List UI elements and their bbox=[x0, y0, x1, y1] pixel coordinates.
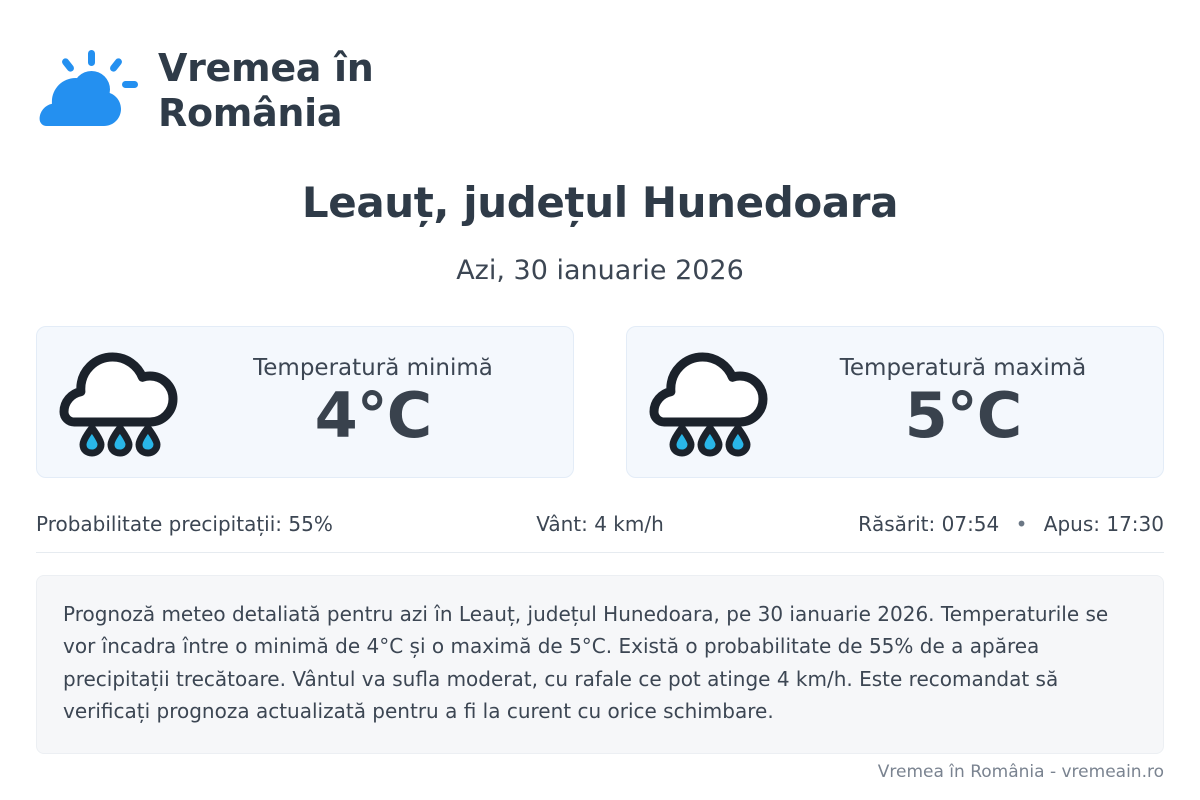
sun-times bbox=[788, 512, 1164, 536]
cloud-with-rain-icon bbox=[649, 344, 775, 460]
weather-stats-row bbox=[36, 512, 1164, 553]
max-temperature-label: Temperatură maximă bbox=[839, 355, 1087, 382]
wind-speed: Vânt: 4 km/h bbox=[536, 511, 664, 536]
precipitation-probability: Probabilitate precipitații: 55% bbox=[36, 511, 333, 536]
sun-behind-cloud-icon bbox=[36, 48, 140, 134]
temperature-cards bbox=[36, 326, 1164, 478]
max-temperature-text bbox=[785, 355, 1141, 453]
min-temperature-label: Temperatură minimă bbox=[253, 355, 493, 382]
forecast-summary: Prognoză meteo detaliată pentru azi în Leauț, județul Hunedoara, pe 30 ianuarie 2026. Temperaturile se vor încadra între o minimă de 4°C și o maximă de 5°C. Există o probabilitate de 55% de a apărea precipitații trecătoare. Vântul va sufla moderat, cu rafale ce pot atinge 4 km/h. Este recomandat să verificați prognoza actualizată pentru a fi la curent cu orice schimbare. bbox=[36, 575, 1164, 755]
min-temperature-value: 4°C bbox=[314, 379, 432, 453]
min-temperature-card bbox=[36, 326, 574, 478]
footer-credit: Vremea în România - vremeain.ro bbox=[877, 762, 1164, 782]
cloud-with-rain-icon bbox=[59, 344, 185, 460]
max-temperature-card bbox=[626, 326, 1164, 478]
max-temperature-value: 5°C bbox=[904, 379, 1022, 453]
forecast-date: Azi, 30 ianuarie 2026 bbox=[456, 254, 744, 286]
sunrise-time: Răsărit: 07:54 bbox=[858, 511, 1000, 536]
bullet-separator-icon: • bbox=[1015, 511, 1028, 536]
brand-title: Vremea în România bbox=[158, 46, 374, 135]
page-title: Leauț, județul Hunedoara bbox=[301, 177, 899, 227]
brand-header bbox=[36, 0, 1164, 136]
sunset-time: Apus: 17:30 bbox=[1043, 511, 1164, 536]
min-temperature-text bbox=[195, 355, 551, 453]
